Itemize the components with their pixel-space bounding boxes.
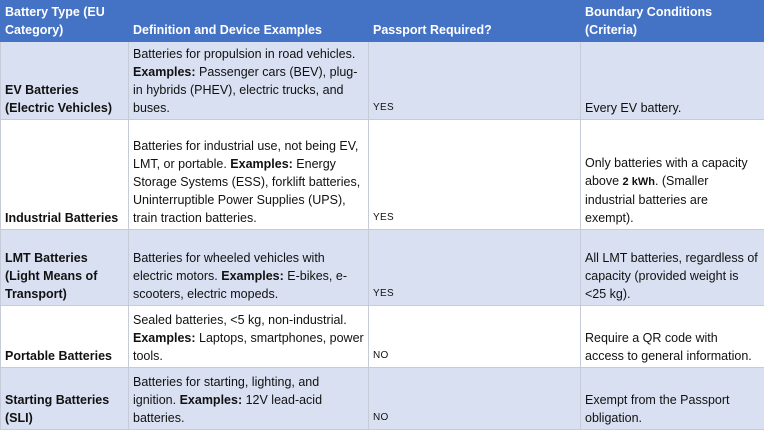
battery-type-cell: EV Batteries (Electric Vehicles) <box>1 42 129 120</box>
criteria-cell: Exempt from the Passport obligation. <box>581 368 764 430</box>
examples-text: E-bikes, e-scooters, electric mopeds. <box>133 269 347 301</box>
definition-text: Batteries for industrial use, not being EV, LMT, or portable. <box>133 139 358 171</box>
header-battery-type: Battery Type (EU Category) <box>1 1 129 42</box>
header-passport-required: Passport Required? <box>369 1 581 42</box>
definition-cell <box>129 368 369 430</box>
table-row <box>1 368 764 430</box>
passport-cell: NO <box>369 368 581 430</box>
criteria-cell <box>581 120 764 230</box>
definition-cell <box>129 120 369 230</box>
examples-label: Examples: <box>221 269 284 283</box>
criteria-text-tail: . (Smaller industrial batteries are exempt). <box>585 174 708 225</box>
examples-label: Examples: <box>230 157 293 171</box>
battery-type-cell: Starting Batteries (SLI) <box>1 368 129 430</box>
examples-text: Energy Storage Systems (ESS), forklift batteries, Uninterruptible Power Supplies (UPS), train traction batteries. <box>133 157 360 225</box>
battery-type-cell: Industrial Batteries <box>1 120 129 230</box>
table-row <box>1 42 764 120</box>
table-row <box>1 120 764 230</box>
passport-cell: YES <box>369 120 581 230</box>
definition-text: Batteries for propulsion in road vehicles. <box>133 47 355 61</box>
passport-cell: YES <box>369 42 581 120</box>
header-definition: Definition and Device Examples <box>129 1 369 42</box>
battery-type-cell: Portable Batteries <box>1 306 129 368</box>
passport-cell: YES <box>369 230 581 306</box>
examples-text: Passenger cars (BEV), plug-in hybrids (PHEV), electric trucks, and buses. <box>133 65 357 115</box>
definition-cell <box>129 230 369 306</box>
table-row <box>1 230 764 306</box>
criteria-text: Only batteries with a capacity above <box>585 156 748 188</box>
examples-label: Examples: <box>133 331 196 345</box>
criteria-cell: Require a QR code with access to general information. <box>581 306 764 368</box>
header-row <box>1 1 764 42</box>
table-row <box>1 306 764 368</box>
definition-text: Batteries for starting, lighting, and ignition. <box>133 375 319 407</box>
criteria-cell: Every EV battery. <box>581 42 764 120</box>
definition-text: Sealed batteries, <5 kg, non-industrial. <box>133 313 347 327</box>
header-boundary-conditions: Boundary Conditions (Criteria) <box>581 1 764 42</box>
examples-label: Examples: <box>180 393 243 407</box>
passport-cell: NO <box>369 306 581 368</box>
definition-cell <box>129 306 369 368</box>
battery-type-cell: LMT Batteries (Light Means of Transport) <box>1 230 129 306</box>
definition-cell <box>129 42 369 120</box>
criteria-cell: All LMT batteries, regardless of capacity (provided weight is <25 kg). <box>581 230 764 306</box>
examples-text: 12V lead-acid batteries. <box>133 393 322 425</box>
examples-text: Laptops, smartphones, power tools. <box>133 331 364 363</box>
capacity-threshold: 2 kWh <box>623 176 655 188</box>
definition-text: Batteries for wheeled vehicles with electric motors. <box>133 251 325 283</box>
examples-label: Examples: <box>133 65 196 79</box>
